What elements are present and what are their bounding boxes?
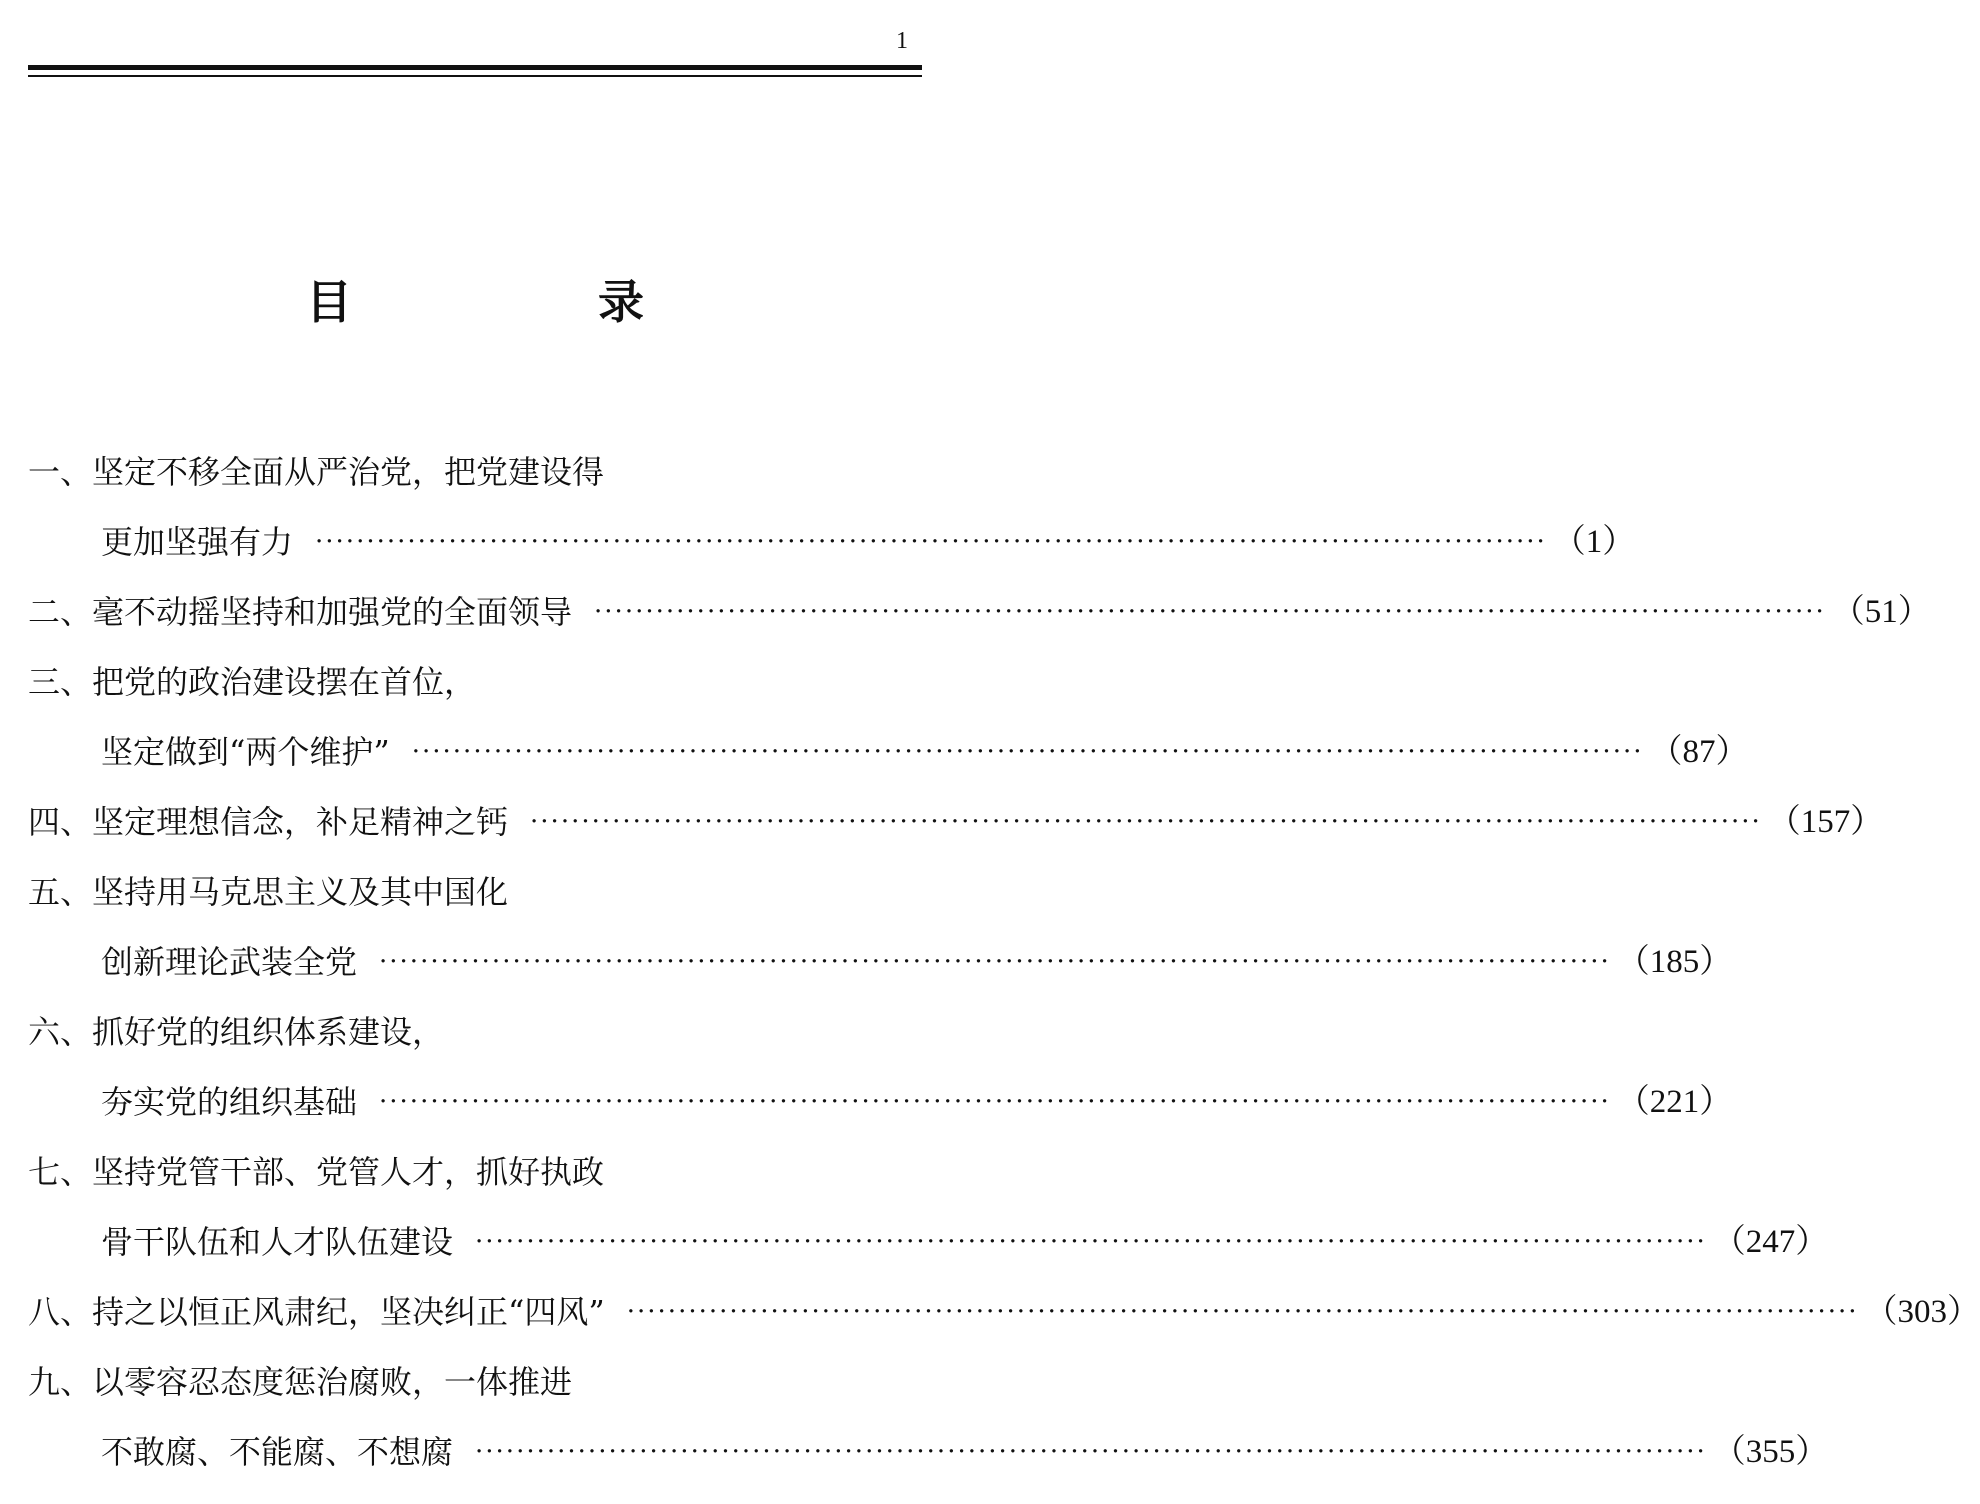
- toc-entry-title: 坚定理想信念，补足精神之钙: [92, 803, 509, 841]
- toc-line: [28, 1207, 1829, 1277]
- toc-entry-title: 夯实党的组织基础: [101, 1083, 358, 1121]
- toc-chapter-number: 一、: [28, 453, 93, 491]
- toc-line: [28, 717, 1749, 787]
- toc-chapter-number: 二、: [28, 593, 93, 631]
- toc-chapter-number: 五、: [28, 873, 93, 911]
- page-number: 1: [896, 28, 908, 54]
- toc-entry-title: 骨干队伍和人才队伍建设: [101, 1223, 454, 1261]
- toc-line: [28, 437, 918, 507]
- toc-leader-dots: ························································································································: [475, 1437, 1707, 1467]
- toc-entry-title: 坚定不移全面从严治党，把党建设得: [92, 453, 605, 491]
- toc-chapter-number: 八、: [28, 1293, 93, 1331]
- toc-entry-title: 不敢腐、不能腐、不想腐: [101, 1433, 454, 1471]
- toc-line: [28, 1277, 1980, 1347]
- toc-leader-dots: ························································································································: [411, 737, 1644, 767]
- toc-leader-dots: ························································································································: [379, 947, 1611, 977]
- toc-entry-title: 坚定做到“两个维护”: [101, 733, 390, 771]
- toc-line: [28, 1417, 1829, 1487]
- toc-leader-dots: ························································································································: [379, 1087, 1611, 1117]
- toc-page-number: （51）: [1831, 594, 1931, 630]
- toc-page-number: （221）: [1616, 1084, 1733, 1120]
- toc-chapter-number: 六、: [28, 1013, 93, 1051]
- toc-entry-title: 把党的政治建设摆在首位，: [92, 663, 477, 701]
- toc-leader-dots: ························································································································: [594, 597, 1826, 627]
- toc-entry-title: 抓好党的组织体系建设，: [92, 1013, 445, 1051]
- toc-page-number: （87）: [1649, 734, 1749, 770]
- toc-entry-title: 持之以恒正风肃纪，坚决纠正“四风”: [92, 1293, 605, 1331]
- toc-line: [28, 787, 1884, 857]
- toc-page-number: （185）: [1616, 944, 1733, 980]
- header-rule-thick: [28, 65, 922, 70]
- toc-line: [28, 997, 918, 1067]
- toc-line: [28, 857, 918, 927]
- toc-title: 目 录: [306, 275, 744, 329]
- toc-chapter-number: 七、: [28, 1153, 93, 1191]
- toc-entry-title: 更加坚强有力: [101, 523, 294, 561]
- toc-line: [28, 927, 1733, 997]
- toc-entry-title: 毫不动摇坚持和加强党的全面领导: [92, 593, 573, 631]
- toc-entry-title: 坚持党管干部、党管人才，抓好执政: [92, 1153, 605, 1191]
- toc-line: [28, 1137, 918, 1207]
- toc-page-number: （355）: [1712, 1434, 1829, 1470]
- toc-line: [28, 647, 918, 717]
- toc-chapter-number: 九、: [28, 1363, 93, 1401]
- toc-page-number: （157）: [1767, 804, 1884, 840]
- toc-page-number: （303）: [1864, 1294, 1980, 1330]
- toc-chapter-number: 三、: [28, 663, 93, 701]
- toc-page-number: （247）: [1712, 1224, 1829, 1260]
- toc-chapter-number: 四、: [28, 803, 93, 841]
- toc-page-number: （1）: [1552, 524, 1636, 560]
- table-of-contents: [28, 437, 1980, 1487]
- toc-leader-dots: ························································································································: [626, 1297, 1859, 1327]
- toc-leader-dots: ························································································································: [475, 1227, 1707, 1257]
- toc-leader-dots: ························································································································: [530, 807, 1762, 837]
- header-rule-thin: [28, 75, 922, 77]
- toc-entry-title: 创新理论武装全党: [101, 943, 358, 981]
- toc-entry-title: 坚持用马克思主义及其中国化: [92, 873, 509, 911]
- toc-entry-title: 以零容忍态度惩治腐败，一体推进: [92, 1363, 573, 1401]
- toc-line: [28, 577, 1931, 647]
- toc-line: [28, 1067, 1733, 1137]
- toc-line: [28, 1347, 918, 1417]
- toc-leader-dots: ························································································································: [315, 527, 1547, 557]
- toc-line: [28, 507, 1636, 577]
